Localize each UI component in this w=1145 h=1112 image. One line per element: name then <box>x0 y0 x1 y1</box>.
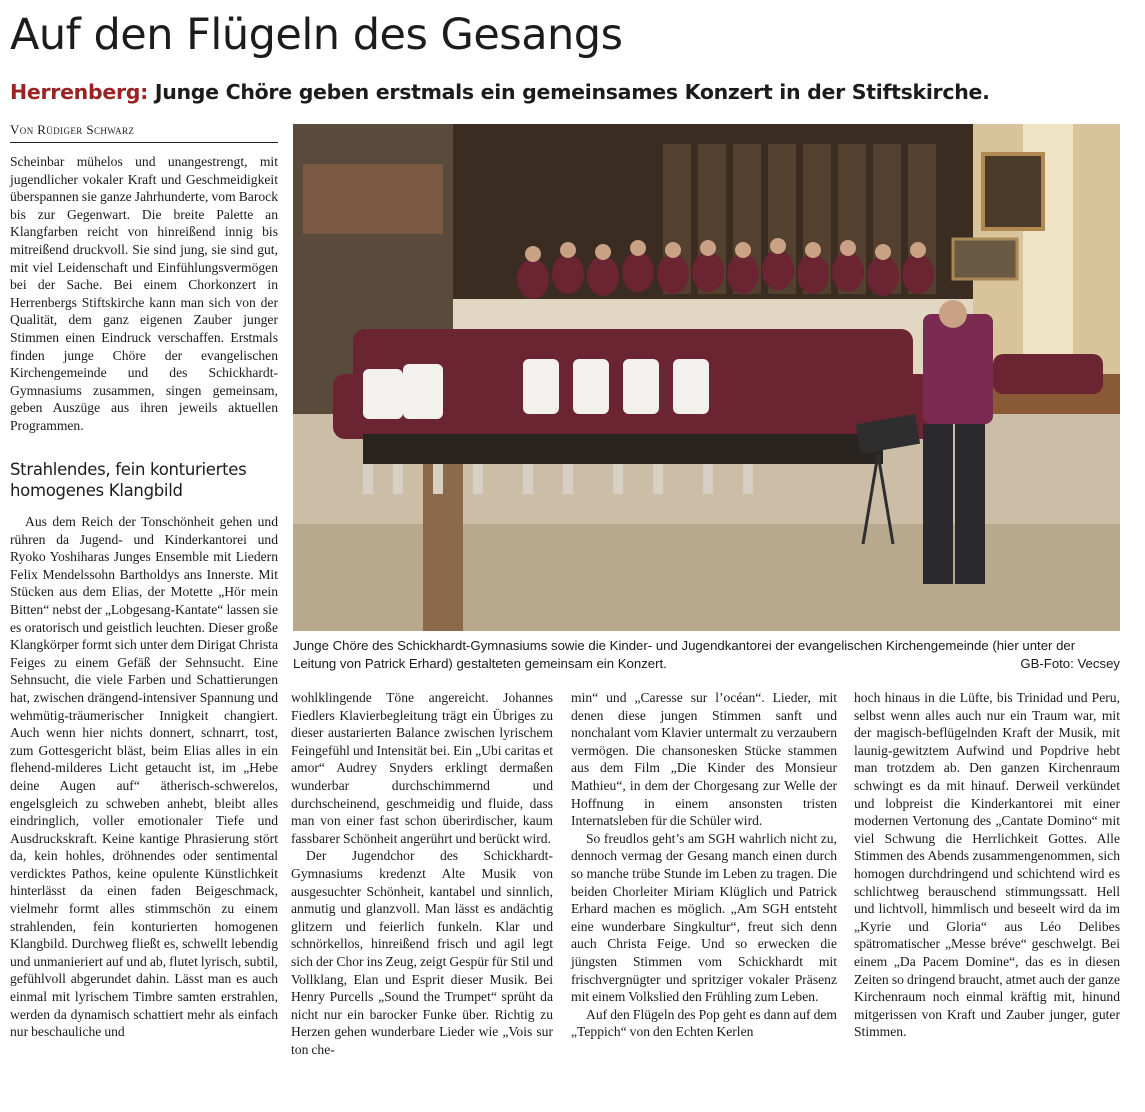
intro-column <box>10 153 278 435</box>
column-2 <box>291 689 553 1058</box>
column-1 <box>10 513 278 1041</box>
column-2-paragraph-1: wohlklingende Töne angereicht. Johannes Fiedlers Klavierbegleitung trägt ein Übriges zu dieser austarierten Balance zwischen lyrischem Feingefühl und Intensität bei. Ein „Ubi caritas et amor“ Audrey Snyders erklingt dermaßen wunderbar durchschimmernd und durchscheinend, geschmeidig und fluide, dass man von einer fast schon überirdischer, kaum fassbarer Schönheit angerührt und berückt wird. <box>291 690 553 846</box>
column-3 <box>571 689 837 1041</box>
intro-paragraph: Scheinbar mühelos und unangestrengt, mit jugendlicher vokaler Kraft und Geschmeidigkeit überspannen sie ganze Jahrhunderte, vom Barock bis zur Gegenwart. Die breite Palette an Klangfarben reicht von hinreißend innig bis mitreißend druckvoll. Sie sind jung, sie sind gut, mit viel Leidenschaft und Einfühlungsvermögen bei der Sache. Bei einem Chorkonzert in Herrenbergs Stiftskirche kann man sich von der Qualität, dem ganz eigenen Zauber junger Stimmen einen Eindruck verschaffen. Erstmals finden junge Chöre der evangelischen Kirchengemeinde und des Schickhardt-Gymnasiums zusammen, singen gemeinsam, geben Auszüge aus ihren jeweils aktuellen Programmen. <box>10 154 278 433</box>
byline <box>10 122 278 143</box>
concert-photo <box>293 124 1120 631</box>
caption-text: Junge Chöre des Schickhardt-Gymnasiums sowie die Kinder- und Jugendkantorei der evangelischen Kirchengemeinde (hier unter der Leitung von Patrick Erhard) gestalteten gemeinsam ein Konzert. <box>293 638 1076 671</box>
subheadline-text: Junge Chöre geben erstmals ein gemeinsames Konzert in der Stiftskirche. <box>148 80 990 104</box>
byline-text: Von Rüdiger Schwarz <box>10 122 135 137</box>
subheadline <box>10 78 1130 106</box>
choir-photo-illustration <box>293 124 1120 631</box>
photo-caption <box>293 637 1120 673</box>
column-4-paragraph: hoch hinaus in die Lüfte, bis Trinidad und Peru, selbst wenn alles auch nur ein Traum war, mit der magisch-beflügelnden Kraft der Musik, mit launig-gewitztem Aufwind und Popdrive hebt man trotzdem ab. Den ganzen Kirchenraum schwingt es da mit hinauf. Derweil verkündet und lobpreist die Kinderkantorei mit einer modernen Vertonung des „Cantate Domino“ mit viel Schwung die Herrlichkeit Gottes. Alle Stimmen des Abends zusammengenommen, sich homogen durchdringend und schichtend wird es schlichtweg berauschend stimmungssatt. Hell und lichtvoll, himmlisch und beseelt wird da im „Kyrie und Gloria“ aus Léo Delibes spätromatischer „Messe bréve“ geschwelgt. Bei einem „Da Pacem Domine“, das es in diesen Zeiten so dringend braucht, atmet auch der ganze Kirchenraum noch einmal kräftig mit, hinund mitgerissen von Kraft und Zauber junger, guter Stimmen. <box>854 690 1120 1040</box>
column-3-paragraph-2: So freudlos geht’s am SGH wahrlich nicht zu, dennoch vermag der Gesang manch einen durch so manche trübe Stunde im Leben zu tragen. Die beiden Chorleiter Miriam Klüglich und Patrick Erhard machen es möglich. „Am SGH entsteht eine wunderbare Singkultur“, freut sich denn auch Christa Feige. Und so erwecken die jüngsten Stimmen vom Schickhardt mit frischvergnügter und spritziger vokaler Präsenz mit einem Volkslied den Frühling zum Leben. <box>571 830 837 1005</box>
subheadline-place: Herrenberg: <box>10 80 149 104</box>
subheading: Strahlendes, fein konturiertes homogenes Klangbild <box>10 460 247 500</box>
column-3-paragraph-1: min“ und „Caresse sur l’océan“. Lieder, mit denen diese jungen Stimmen sanft und nonchalant vom Klavier untermalt zu verzaubern vermögen. Die chansonesken Stücke stammen aus dem Film „Die Kinder des Monsieur Mathieu“, in dem der Chorgesang zur Welle der Hoffnung in einem ansonsten tristen Internatsleben für die Schüler wird. <box>571 690 837 829</box>
column-4 <box>854 689 1120 1041</box>
column-3-paragraph-3: Auf den Flügeln des Pop geht es dann auf dem „Teppich“ von den Echten Kerlen <box>571 1006 837 1040</box>
column-2-paragraph-2: Der Jugendchor des Schickhardt-Gymnasiums kredenzt Alte Musik von ausgesuchter Schönheit, kantabel und sinnlich, anmutig und glanzvoll. Man lässt es andächtig glitzern und feierlich funkeln. Klar und schnörkellos, hinreißend frisch und agil legt sich der Chor ins Zeug, zeigt Gespür für Stil und Vollklang, Elan und Esprit dieser Musik. Bei Henry Purcells „Sound the Trumpet“ sprüht da nicht nur ein barocker Funke über. Richtig zu Herzen gehen wunderbare Lieder wie „Vois sur ton che- <box>291 848 553 1057</box>
photo-credit: GB-Foto: Vecsey <box>1020 656 1120 671</box>
headline: Auf den Flügeln des Gesangs <box>10 10 623 60</box>
column-1-paragraph: Aus dem Reich der Tonschönheit gehen und rühren da Jugend- und Kinderkantorei und Ryoko Yoshiharas Junges Ensemble mit Liedern Felix Mendelssohn Bartholdys ans Innerste. Mit Stücken aus dem Elias, der Motette „Hör mein Bitten“ nebst der „Lobgesang-Kantate“ lassen sie es oratorisch und geistlich leuchten. Dieser große Klangkörper formt sich unter dem Dirigat Christa Feiges zu einem Gefäß der Sehnsucht. Eine Sehnsucht, die viele Farben und Schattierungen hat, zwischen drängend-intensiver Spannung und wehmütig-träumerischer Innigkeit changiert. Auch wenn hier nichts donnert, schnarrt, tost, zum Gottesgericht bläst, beim Elias alles in ein flehend-milderes Licht getaucht ist, im „Hebe deine Augen auf“ ätherisch-schwerelos, engelsgleich zu schweben anhebt, bleibt alles eindringlich, voller emotionaler Tiefe und Ausdruckskraft. Keine kantige Phrasierung stört da, kein hohles, dröhnendes oder sentimental verdicktes Pathos, keine opulente Künstlichkeit hinterlässt da einen faden Beigeschmack, vielmehr formt alles stimmschön zu einem strahlenden, fein konturierten homogenen Klangbild. Durchweg fließt es, schwellt lebendig und unmanieriert auf und ab, flutet lyrisch, subtil, gefühlvoll abgerundet dahin. Lässt man es auch einmal mit lyrischem Timbre samten erstrahlen, werden da dynamisch schattiert mehr als einfach nur beschauliche und <box>10 514 278 1040</box>
